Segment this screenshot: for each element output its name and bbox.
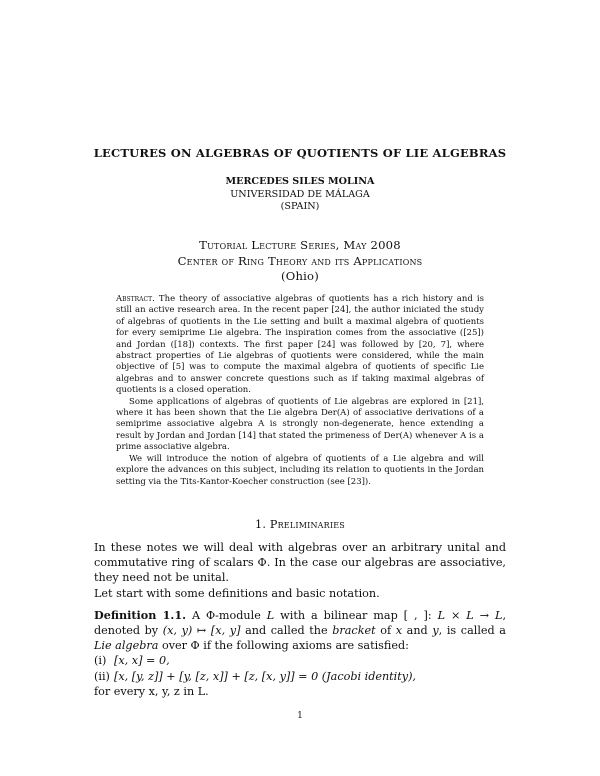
definition-text: and called the	[240, 624, 333, 638]
definition-text: A Φ-module	[186, 608, 267, 622]
definition-text: of	[375, 624, 396, 638]
author-country: (SPAIN)	[280, 201, 320, 212]
axiom-1	[94, 653, 506, 668]
definition-1-1	[94, 608, 506, 654]
definition-text: with a bilinear map [ , ]:	[274, 608, 438, 622]
definition-label: Definition 1.1.	[94, 607, 186, 622]
axiom-2	[94, 669, 506, 684]
section-body	[94, 540, 506, 699]
abstract-paragraph-1	[116, 294, 484, 397]
axiom-1-number: (i)	[94, 654, 107, 668]
definition-math: x	[395, 624, 403, 638]
page-number: 1	[297, 711, 303, 721]
definition-text: , is called a	[438, 624, 506, 638]
series-line-2: Center of Ring Theory and its Applications	[177, 253, 423, 268]
definition-math: y	[432, 624, 439, 638]
axiom-2-name: (Jacobi identity),	[321, 669, 416, 683]
axiom-2-number: (ii)	[94, 669, 110, 683]
axiom-1-formula: [x, x] = 0,	[114, 654, 170, 668]
abstract-paragraph-2: Some applications of algebras of quotients of Lie algebras are explored in [21], where it has been shown that the Lie algebra Der(A) of associative derivations of a semiprime associative algebra A is strongly non-degenerate, hence extending a result by Jordan and Jordan [14] that stated the primeness of Der(A) whenever A is a prime associative algebra.	[116, 396, 484, 453]
section-heading: 1. Preliminaries	[255, 518, 345, 531]
abstract-label: Abstract.	[116, 294, 155, 304]
definition-math: L	[266, 608, 275, 622]
author-block	[0, 176, 600, 214]
definition-text: over Φ if the following axioms are satisfied:	[158, 639, 409, 653]
definition-text: , denoted by	[94, 608, 506, 638]
body-paragraph-1: In these notes we will deal with algebras over an arbitrary unital and commutative ring of scalars Φ. In the case our algebras are associative, they need not be unital.	[94, 541, 506, 585]
abstract-paragraph-3: We will introduce the notion of algebra of quotients of a Lie algebra and will explore the advances on this subject, including its relation to quotients in the Jordan setting via the Tits-Kantor-Koecher construction (see [23]).	[116, 453, 484, 487]
closing-line: for every x, y, z in L.	[94, 684, 209, 698]
definition-term: Lie algebra	[94, 639, 159, 653]
series-line-3: (Ohio)	[281, 269, 319, 283]
abstract-text-1: The theory of associative algebras of quotients has a rich history and is still an active research area. In the recent paper [24], the author iniciated the study of algebras of quotients in the Lie setting and built a maximal algebra of quotients for every semiprime Lie algebra. The inspiration comes from the associative ([25]) and Jordan ([18]) contexts. The first paper [24] was followed by [20, 7], where abstract properties of Lie algebras of quotients were considered, while the main objective of [5] was to compute the maximal algebra of quotients of specific Lie algebras and to answer concrete questions such as if taking maximal algebras of quotients is a closed operation.	[116, 294, 484, 396]
author-name: MERCEDES SILES MOLINA	[225, 176, 375, 187]
axiom-2-formula: [x, [y, z]] + [y, [z, x]] + [z, [x, y]] = 0	[114, 669, 319, 683]
body-paragraph-2: Let start with some definitions and basic notation.	[94, 586, 380, 600]
author-affiliation: UNIVERSIDAD DE MÁLAGA	[230, 188, 370, 200]
definition-term: bracket	[332, 624, 376, 638]
lecture-series	[0, 238, 600, 285]
paper-title: LECTURES ON ALGEBRAS OF QUOTIENTS OF LIE ALGEBRAS	[93, 146, 507, 160]
series-line-1: Tutorial Lecture Series, May 2008	[199, 238, 401, 252]
definition-text: and	[402, 624, 433, 638]
definition-math: L × L → L	[437, 608, 503, 622]
abstract	[116, 294, 484, 488]
definition-math: (x, y) ↦ [x, y]	[162, 624, 241, 638]
